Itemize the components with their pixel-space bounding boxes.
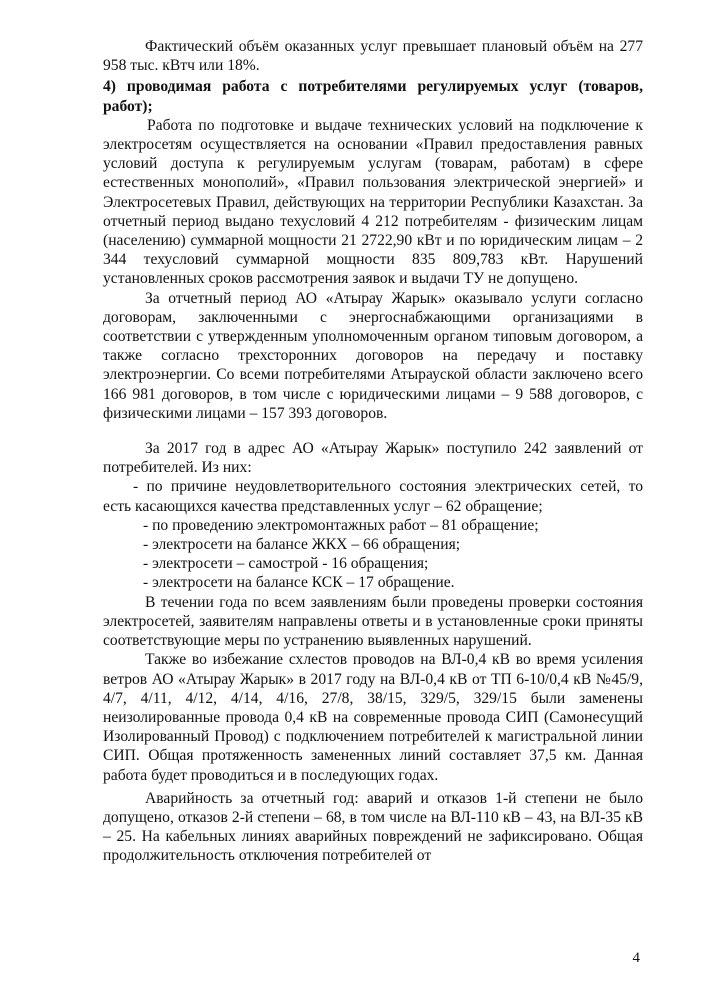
section-heading: 4) проводимая работа с потребителями регулируемых услуг (товаров, работ);: [103, 78, 643, 115]
page-number: 4: [632, 950, 640, 966]
paragraph-services-volume: Фактический объём оказанных услуг превышает плановый объём на 277 958 тыс. кВтч или 18%.: [103, 38, 643, 75]
paragraph-technical-conditions: Работа по подготовке и выдаче технических условий на подключение к электросетям осуществляется на основании «Правил предоставления равных условий доступа к регулируемым услугам (товарам, работам) в сфере естественных монополий», «Правил пользования электрической энергией» и Электросетевых Правил, действующих на территории Республики Казахстан. За отчетный период выдано техусловий 4 212 потребителям - физическим лицам (населению) суммарной мощности 21 2722,90 кВт и по юридическим лицам – 2 344 техусловий суммарной мощности 835 809,783 кВт. Нарушений установленных сроков рассмотрения заявок и выдачи ТУ не допущено.: [103, 116, 643, 288]
list-item: - электросети на балансе КСК – 17 обращение.: [143, 574, 455, 592]
list-item: - электросети на балансе ЖКХ – 66 обращения;: [143, 536, 461, 554]
list-item: - по причине неудовлетворительного состояния электрических сетей, то есть касающихся качества представленных услуг – 62 обращение;: [103, 478, 643, 515]
applications-list: [103, 477, 643, 592]
spacer: [103, 423, 643, 439]
paragraph-inspections: В течении года по всем заявлениям были проведены проверки состояния электросетей, заявителям направлены ответы и в установленные сроки приняты соответствующие меры по устранению выявленных нарушений.: [103, 593, 643, 650]
paragraph-sip-replacement: Также во избежание схлестов проводов на ВЛ-0,4 кВ во время усиления ветров АО «Атырау Жарык» в 2017 году на ВЛ-0,4 кВ от ТП 6-10/0,4 кВ №45/9, 4/7, 4/11, 4/12, 4/14, 4/16, 27/8, 38/15, 329/5, 329/15 были заменены неизолированные провода 0,4 кВ на современные провода СИП (Самонесущий Изолированный Провод) с подключением потребителей к магистральной линии СИП. Общая протяженность замененных линий составляет 37,5 км. Данная работа будет проводиться и в последующих годах.: [103, 651, 643, 784]
document-page: [103, 37, 643, 866]
list-item: - электросети – самострой - 16 обращения;: [143, 555, 429, 573]
paragraph-applications: За 2017 год в адрес АО «Атырау Жарык» поступило 242 заявлений от потребителей. Из них:: [103, 440, 643, 477]
list-item: - по проведению электромонтажных работ – 81 обращение;: [143, 516, 539, 534]
paragraph-accidents: Аварийность за отчетный год: аварий и отказов 1-й степени не было допущено, отказов 2-й степени – 68, в том числе на ВЛ-110 кВ – 43, на ВЛ-35 кВ – 25. На кабельных линиях аварийных повреждений не зафиксировано. Общая продолжительность отключения потребителей от: [103, 789, 643, 865]
paragraph-contracts: За отчетный период АО «Атырау Жарык» оказывало услуги согласно договорам, заключенными с энергоснабжающими организациями в соответствии с утвержденным уполномоченным органом типовым договором, а также согласно трехсторонних договоров на передачу и поставку электроэнергии. Со всеми потребителями Атырауской области заключено всего 166 981 договоров, в том числе с юридическими лицами – 9 588 договоров, с физическими лицами – 157 393 договоров.: [103, 289, 643, 422]
